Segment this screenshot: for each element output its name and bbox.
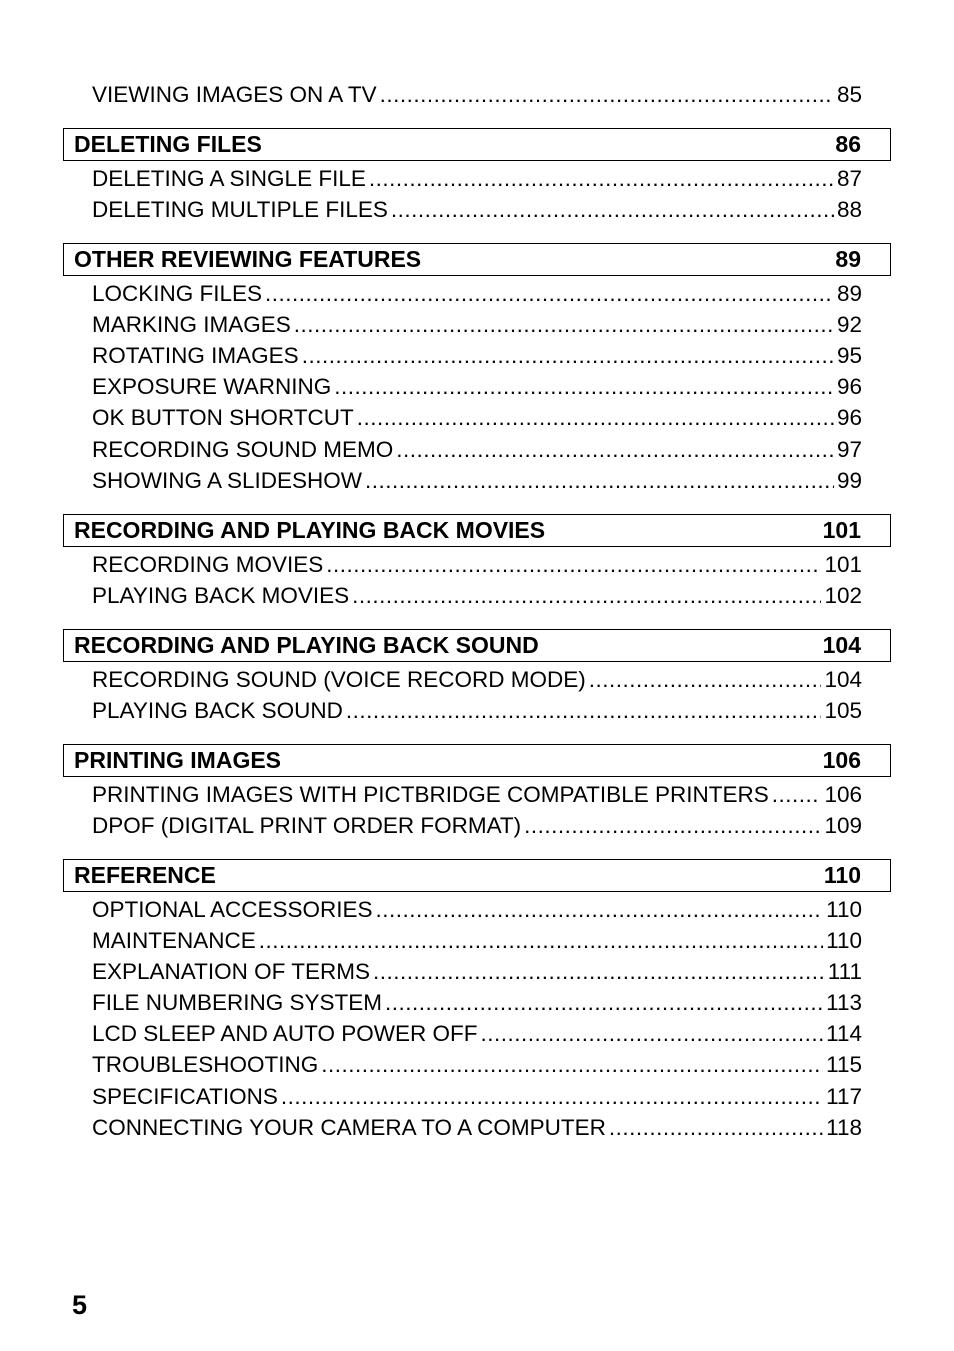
dot-leader [772, 782, 822, 808]
toc-entry-page: 87 [836, 166, 862, 191]
dot-leader [391, 197, 834, 223]
toc-entry-title: LOCKING FILES [92, 281, 263, 306]
toc-entry-title: EXPLANATION OF TERMS [92, 959, 370, 984]
toc-entry-title: PRINTING IMAGES WITH PICTBRIDGE COMPATIBLE PRINTERS [92, 782, 769, 807]
toc-entry-title: CONNECTING YOUR CAMERA TO A COMPUTER [92, 1115, 606, 1140]
section-page: 106 [822, 747, 861, 773]
toc-entry-title: RECORDING MOVIES [92, 552, 324, 577]
section-page: 86 [835, 131, 861, 157]
toc-entry[interactable] [92, 437, 862, 463]
toc-entry-title: LCD SLEEP AND AUTO POWER OFF [92, 1021, 478, 1046]
toc-entry-title: MAINTENANCE [92, 928, 256, 953]
section-title: OTHER REVIEWING FEATURES [74, 246, 422, 272]
dot-leader [281, 1084, 823, 1110]
dot-leader [265, 281, 834, 307]
toc-entry-page: 89 [836, 281, 862, 306]
page-number: 5 [72, 1290, 88, 1320]
toc-entry[interactable] [92, 312, 862, 338]
toc-entry-page: 97 [836, 437, 862, 462]
toc-section-heading[interactable] [63, 629, 891, 662]
toc-entry-page: 96 [836, 374, 862, 399]
section-title: PRINTING IMAGES [74, 747, 282, 773]
dot-leader [373, 959, 825, 985]
dot-leader [352, 583, 821, 609]
toc-entry[interactable] [92, 667, 862, 693]
toc-entry-title: DELETING A SINGLE FILE [92, 166, 366, 191]
toc-entry-title: OPTIONAL ACCESSORIES [92, 897, 373, 922]
toc-entry-page: 114 [826, 1021, 862, 1046]
dot-leader [321, 1052, 823, 1078]
toc-entry-page: 99 [836, 468, 862, 493]
dot-leader [294, 312, 834, 338]
toc-entry-page: 88 [836, 197, 862, 222]
dot-leader [365, 468, 834, 494]
toc-entry[interactable] [92, 1052, 862, 1078]
toc-entry[interactable] [92, 374, 862, 400]
toc-entry[interactable] [92, 1115, 862, 1141]
toc-entry[interactable] [92, 928, 862, 954]
toc-entry-title: RECORDING SOUND (VOICE RECORD MODE) [92, 667, 586, 692]
toc-entry-title: FILE NUMBERING SYSTEM [92, 990, 383, 1015]
dot-leader [302, 343, 834, 369]
toc-entry[interactable] [92, 343, 862, 369]
toc-entry[interactable] [92, 1084, 862, 1110]
dot-leader [589, 667, 822, 693]
toc-entry-page: 102 [824, 583, 862, 608]
toc-entry-title: ROTATING IMAGES [92, 343, 299, 368]
dot-leader [396, 437, 834, 463]
toc-entry-title: RECORDING SOUND MEMO [92, 437, 394, 462]
toc-entry[interactable] [92, 959, 862, 985]
toc-entry-page: 85 [836, 82, 862, 107]
section-title: RECORDING AND PLAYING BACK MOVIES [74, 517, 546, 543]
toc-entry[interactable] [92, 698, 862, 724]
dot-leader [357, 405, 834, 431]
section-page: 110 [823, 862, 861, 888]
toc-section-heading[interactable] [63, 128, 891, 161]
toc-entry-page: 110 [826, 897, 862, 922]
dot-leader [369, 166, 834, 192]
toc-entry-title: PLAYING BACK SOUND [92, 698, 343, 723]
toc-entry-page: 92 [836, 312, 862, 337]
section-page: 101 [822, 517, 861, 543]
toc-entry-page: 118 [826, 1115, 862, 1140]
toc-entry-title: PLAYING BACK MOVIES [92, 583, 350, 608]
dot-leader [334, 374, 834, 400]
toc-entry[interactable] [92, 82, 862, 108]
toc-entry-title: OK BUTTON SHORTCUT [92, 405, 354, 430]
toc-section-heading[interactable] [63, 514, 891, 547]
toc-entry-page: 105 [824, 698, 862, 723]
dot-leader [346, 698, 822, 724]
toc-entry-title: MARKING IMAGES [92, 312, 291, 337]
toc-entry-page: 101 [824, 552, 862, 577]
toc-entry[interactable] [92, 1021, 862, 1047]
section-title: REFERENCE [74, 862, 216, 888]
toc-entry[interactable] [92, 583, 862, 609]
toc-section-heading[interactable] [63, 744, 891, 777]
toc-section-heading[interactable] [63, 859, 891, 892]
toc-entry-page: 117 [826, 1084, 862, 1109]
toc-entry[interactable] [92, 166, 862, 192]
toc-entry-page: 110 [826, 928, 862, 953]
dot-leader [524, 813, 821, 839]
toc-entry[interactable] [92, 782, 862, 808]
toc-entry-title: VIEWING IMAGES ON A TV [92, 82, 377, 107]
toc-entry-page: 109 [824, 813, 862, 838]
toc-entry-title: DPOF (DIGITAL PRINT ORDER FORMAT) [92, 813, 522, 838]
toc-entry[interactable] [92, 468, 862, 494]
dot-leader [385, 990, 823, 1016]
dot-leader [380, 82, 834, 108]
toc-entry[interactable] [92, 552, 862, 578]
toc-section-heading[interactable] [63, 243, 891, 276]
section-page: 104 [822, 632, 861, 658]
dot-leader [609, 1115, 823, 1141]
toc-entry-page: 113 [826, 990, 862, 1015]
toc-entry-page: 96 [836, 405, 862, 430]
toc-entry-title: SHOWING A SLIDESHOW [92, 468, 363, 493]
toc-entry-title: SPECIFICATIONS [92, 1084, 278, 1109]
toc-entry-title: EXPOSURE WARNING [92, 374, 332, 399]
section-title: RECORDING AND PLAYING BACK SOUND [74, 632, 539, 658]
toc-entry-page: 111 [827, 959, 862, 984]
toc-entry[interactable] [92, 897, 862, 923]
toc-entry[interactable] [92, 281, 862, 307]
toc-entry-page: 95 [836, 343, 862, 368]
dot-leader [259, 928, 823, 954]
dot-leader [376, 897, 824, 923]
toc-entry[interactable] [92, 405, 862, 431]
section-title: DELETING FILES [74, 131, 262, 157]
toc-entry[interactable] [92, 990, 862, 1016]
dot-leader [326, 552, 821, 578]
toc-entry-page: 115 [826, 1052, 862, 1077]
toc-entry-page: 106 [824, 782, 862, 807]
toc-entry[interactable] [92, 197, 862, 223]
toc-entry[interactable] [92, 813, 862, 839]
toc-entry-title: DELETING MULTIPLE FILES [92, 197, 388, 222]
dot-leader [481, 1021, 824, 1047]
toc-entry-title: TROUBLESHOOTING [92, 1052, 319, 1077]
section-page: 89 [835, 246, 861, 272]
toc-entry-page: 104 [824, 667, 862, 692]
